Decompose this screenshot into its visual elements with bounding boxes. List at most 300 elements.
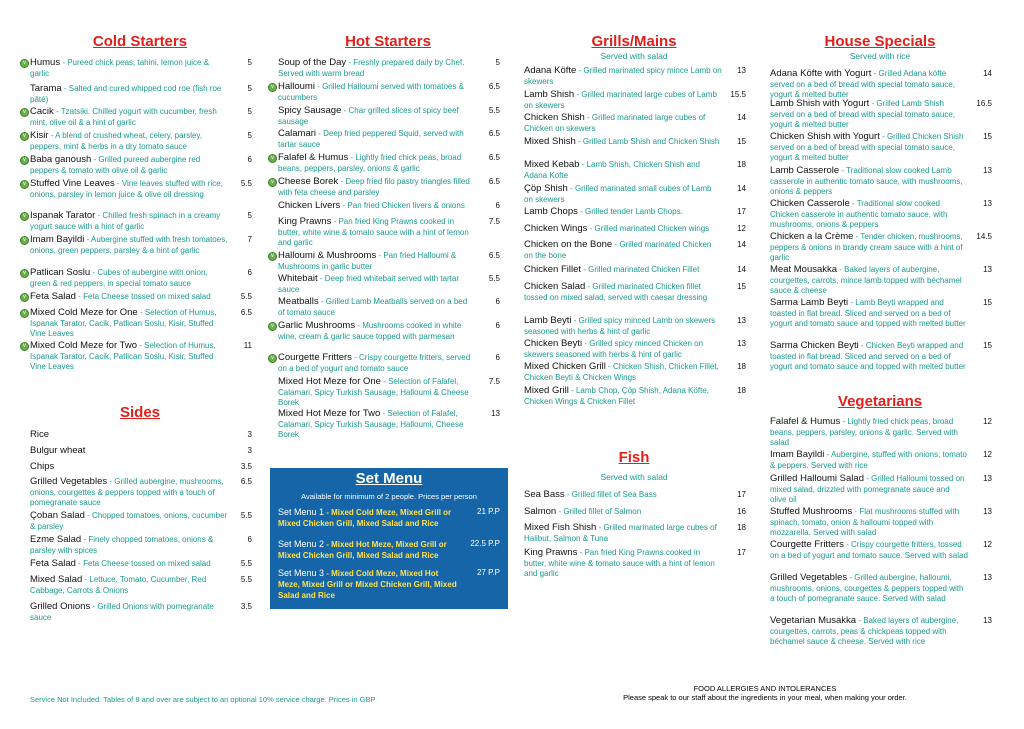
item-price: 6.5: [240, 477, 252, 486]
item-description: - Crispy courgette fritters, tossed on a bed of yogurt and tomato sauce. Served with salad: [770, 540, 968, 560]
menu-item: [30, 575, 252, 596]
item-name: Cacik: [30, 106, 54, 117]
item-name: Mixed Salad: [30, 574, 83, 585]
menu-item: [271, 81, 500, 103]
item-description: - Grilled marinated Chicken fillet tossed on mixed salad, served with caesar dressing: [524, 282, 708, 302]
item-price: 14: [737, 240, 746, 249]
item-name: Halloumi: [278, 81, 315, 92]
item-description: - Feta Cheese tossed on mixed salad: [75, 292, 211, 301]
item-price: 13: [983, 199, 992, 208]
item-description: - A blend of crushed wheat, celery, parsley, peppers, mint & herbs in a dry tomato sauce: [30, 131, 203, 151]
item-description: - Chopped tomatoes, onions, cucumber & parsley: [30, 511, 228, 531]
vegetarian-icon: v: [268, 354, 277, 363]
item-price: 13: [983, 474, 992, 483]
menu-item: [770, 540, 992, 561]
vegetarian-icon: v: [20, 342, 29, 351]
hot-starters-title: Hot Starters: [345, 33, 431, 50]
item-description: - Grilled marinated Chicken Fillet: [581, 265, 700, 274]
item-name: Chicken Salad: [524, 281, 586, 292]
item-price: 15: [737, 137, 746, 146]
item-description: - Grilled marinated large cubes of Chicken on skewers: [524, 113, 706, 133]
menu-item: [770, 341, 992, 373]
item-name: Calamari: [278, 128, 317, 139]
menu-item: [770, 232, 992, 264]
item-description: - Pan fried Halloumi & Mushrooms in garlic butter: [278, 251, 457, 271]
item-name: King Prawns: [524, 547, 578, 558]
menu-item: [770, 166, 992, 198]
item-description: - Traditional slow cooked Chicken casserole in authentic tomato sauce, with mushrooms, onions & peppers: [770, 199, 948, 229]
item-description: - Pan fried Chicken livers & onions: [340, 201, 465, 210]
item-description: - Baked layers of aubergine, courgettes, carrots, peas & chickpeas topped with béchamel sauce & cheese. Served with rice: [770, 616, 959, 646]
vegetarian-icon: v: [20, 132, 29, 141]
item-price: 5.5: [488, 274, 500, 283]
item-price: 6.5: [488, 153, 500, 162]
item-price: 5.5: [240, 511, 252, 520]
item-name: Spicy Sausage: [278, 105, 342, 116]
item-price: 13: [983, 166, 992, 175]
menu-item: [524, 240, 746, 261]
item-price: 7.5: [488, 377, 500, 386]
set-menu-price: 21 P.P: [477, 507, 500, 516]
menu-item: [770, 265, 992, 297]
menu-item: [524, 507, 746, 518]
menu-item: [23, 130, 252, 152]
item-name: Çoban Salad: [30, 510, 85, 521]
set-menu-item: [278, 539, 500, 561]
item-price: 6.5: [488, 251, 500, 260]
set-menu-item: [278, 568, 500, 601]
menu-item: [30, 535, 252, 556]
vegetarians-title: Vegetarians: [837, 393, 923, 410]
set-menu-description: - Mixed Hot Meze, Mixed Grill or Mixed Chicken Grill, Mixed Salad and Rice: [278, 540, 447, 560]
item-price: 6: [495, 297, 500, 306]
menu-item: [278, 201, 500, 212]
item-description: - Grilled aubergine, halloumi, mushrooms, onions, courgettes & peppers topped with a touch of pomegranate sauce. Served with salad: [770, 573, 964, 603]
item-name: Mixed Cold Meze for One: [30, 307, 138, 318]
item-description: - Char grilled slices of spicy beef sausage: [278, 106, 459, 126]
set-menu-name: Set Menu 3: [278, 568, 325, 578]
menu-item: [770, 616, 992, 648]
menu-item: [524, 490, 746, 501]
menu-item: [524, 66, 746, 87]
item-description: - Grilled spicy minced Chicken on skewers seasoned with herbs & hint of garlic: [524, 339, 704, 359]
item-price: 12: [983, 450, 992, 459]
item-price: 13: [737, 316, 746, 325]
menu-item: [23, 178, 252, 200]
vegetarian-icon: v: [20, 180, 29, 189]
item-name: Mixed Chicken Grill: [524, 361, 606, 372]
menu-item: [30, 477, 252, 509]
item-description: - Grilled Chicken Shish served on a bed of bread with special tomato sauce, yogurt & melted butter: [770, 132, 964, 162]
cold-starters-title: Cold Starters: [92, 33, 188, 50]
item-name: Courgette Fritters: [278, 352, 352, 363]
menu-item: [30, 602, 252, 623]
menu-item: [524, 282, 746, 303]
set-menu-description: - Mixed Cold Meze, Mixed Grill or Mixed Chicken Grill, Mixed Salad and Rice: [278, 508, 452, 528]
item-description: - Traditional slow cooked Lamb casserole in authentic tomato sauce, with mushrooms, onions & peppers: [770, 166, 963, 196]
menu-item: [524, 339, 746, 360]
item-price: 15: [983, 132, 992, 141]
menu-item: [770, 573, 992, 605]
item-name: Cheese Borek: [278, 176, 339, 187]
vegetarian-icon: v: [20, 108, 29, 117]
item-price: 6: [495, 353, 500, 362]
item-price: 15.5: [730, 90, 746, 99]
item-price: 17: [737, 490, 746, 499]
item-name: Lamb Casserole: [770, 165, 840, 176]
set-menu-price: 27 P.P: [477, 568, 500, 577]
set-menu-price: 22.5 P.P: [470, 539, 500, 548]
vegetarian-icon: v: [268, 322, 277, 331]
item-price: 7.5: [488, 217, 500, 226]
item-name: Ispanak Tarator: [30, 210, 96, 221]
item-name: Mixed Hot Meze for Two: [278, 408, 381, 419]
menu-item: [271, 320, 500, 342]
item-name: Mixed Kebab: [524, 159, 580, 170]
set-menu-subtitle: Available for minimum of 2 people. Prices per person: [301, 492, 477, 501]
menu-item: [278, 217, 500, 249]
item-description: - Grilled pureed aubergine red peppers & tomato with olive oil & garlic: [30, 155, 201, 175]
fish-title: Fish: [618, 449, 650, 466]
vegetarian-icon: v: [20, 59, 29, 68]
item-name: Feta Salad: [30, 558, 76, 569]
item-description: - Lamb Shish, Chicken Shish and Adana Kofte: [524, 160, 700, 180]
menu-item: [278, 58, 500, 79]
menu-item: [271, 352, 500, 374]
item-description: - Grilled aubergine, mushrooms, onions, courgettes & peppers topped with a touch of pomegranate sauce: [30, 477, 224, 507]
item-name: Kisir: [30, 130, 49, 141]
menu-item: [770, 298, 992, 330]
menu-item: [30, 84, 252, 105]
item-price: 5: [247, 84, 252, 93]
item-name: Meatballs: [278, 296, 319, 307]
item-description: - Lightly fried chick peas, broad beans, peppers, parsley, onions & garlic. Served with salad: [770, 417, 958, 447]
item-price: 5: [495, 58, 500, 67]
item-name: Rice: [30, 429, 50, 440]
item-price: 13: [737, 66, 746, 75]
service-note: Service Not Included. Tables of 8 and over are subject to an optional 10% service charge. Prices in GBP: [30, 695, 376, 704]
item-name: Grilled Vegetables: [30, 476, 108, 487]
item-price: 13: [983, 265, 992, 274]
item-description: - Grilled marinated spicy mince Lamb on skewers: [524, 66, 722, 86]
item-name: Chicken Fillet: [524, 264, 582, 275]
item-name: Feta Salad: [30, 291, 76, 302]
item-price: 17: [737, 548, 746, 557]
menu-item: [770, 507, 992, 539]
item-name: Grilled Halloumi Salad: [770, 473, 864, 484]
item-description: - Crispy courgette fritters, served on a bed of yogurt and tomato sauce: [278, 353, 471, 373]
item-name: Ezme Salad: [30, 534, 82, 545]
item-description: - Mushrooms cooked in white wine, cream & garlic sauce topped with parmesan: [278, 321, 462, 341]
item-price: 3: [247, 446, 252, 455]
item-price: 6: [495, 321, 500, 330]
item-description: - Pan fried King Prawns cooked in butter, white wine & tomato sauce with a hint of lemon and garlic: [524, 548, 715, 578]
menu-item: [770, 417, 992, 449]
item-description: - Deep fried peppered Squid, served with tartar sauce: [278, 129, 464, 149]
menu-item: [278, 129, 500, 150]
menu-item: [524, 90, 746, 111]
vegetarian-icon: v: [20, 236, 29, 245]
menu-item: [524, 207, 746, 218]
house-specials-subtitle: Served with rice: [849, 51, 911, 61]
vegetarian-icon: v: [268, 252, 277, 261]
menu-item: [524, 113, 746, 134]
item-price: 6: [247, 268, 252, 277]
item-price: 6.5: [488, 129, 500, 138]
item-name: Sarma Lamb Beyti: [770, 297, 849, 308]
item-description: - Selection of Humus, Ispanak Tarator, Cacik, Patlican Soslu, Kisir, Stuffed Vine Leaves: [30, 308, 217, 338]
grills-title: Grills/Mains: [591, 33, 677, 50]
menu-item: [524, 548, 746, 580]
set-menu-name: Set Menu 2: [278, 539, 325, 549]
item-description: - Tender chicken, mushrooms, peppers & onions in brandy cream sauce with a hint of garlic: [770, 232, 963, 262]
item-description: - Grilled Onions with pomegranate sauce: [30, 602, 214, 622]
item-description: - Salted and cured whipped cod roe (fish roe pâté): [30, 84, 222, 104]
menu-item: [23, 267, 252, 289]
item-description: - Selection of Falafel, Calamari, Spicy Turkish Sausage, Halloumi, Cheese Borek: [278, 409, 464, 439]
item-price: 13: [491, 409, 500, 418]
item-description: - Chicken Beyti wrapped and toasted in flat bread. Sliced and served on a bed of yogurt and tomato sauce and topped with melted butter: [770, 341, 966, 371]
allergy-title: FOOD ALLERGIES AND INTOLERANCES: [693, 684, 837, 693]
menu-item: [278, 409, 500, 441]
item-name: Chicken Casserole: [770, 198, 850, 209]
item-price: 6.5: [488, 82, 500, 91]
item-description: - Grilled spicy minced Lamb on skewers seasoned with herbs & hint of garlic: [524, 316, 716, 336]
item-price: 6: [247, 155, 252, 164]
item-price: 11: [243, 341, 252, 350]
item-name: Mixed Shish: [524, 136, 576, 147]
allergy-text: Please speak to our staff about the ingredients in your meal, when making your order.: [623, 693, 907, 702]
menu-item: [278, 274, 500, 295]
item-name: Baba ganoush: [30, 154, 92, 165]
item-description: - Grilled marinated small cubes of Lamb on skewers: [524, 184, 712, 204]
item-description: - Grilled Adana köfte served on a bed of bread with special tomato sauce, yogurt & melted butter: [770, 69, 955, 99]
item-price: 15: [737, 282, 746, 291]
item-description: - Pan fried King Prawns cooked in butter, white wine & tomato sauce with a hint of lemon and garlic: [278, 217, 469, 247]
menu-item: [23, 57, 252, 79]
item-name: Garlic Mushrooms: [278, 320, 356, 331]
item-name: Falafel & Humus: [278, 152, 349, 163]
item-name: Bulgur wheat: [30, 445, 86, 456]
item-description: - Grilled Lamb Shish and Chicken Shish: [575, 137, 720, 146]
menu-item: [770, 99, 992, 131]
item-description: - Selection of Humus, Ispanak Tarator, Cacik, Patlican Soslu, Kisir, Stuffed Vine Leaves: [30, 341, 216, 371]
item-description: - Grilled marinated large cubes of Halibut, Salmon & Tuna: [524, 523, 717, 543]
item-name: Chicken Shish: [524, 112, 585, 123]
item-name: Tarama: [30, 83, 62, 94]
menu-item: [23, 307, 252, 340]
item-name: Humus: [30, 57, 61, 68]
item-name: Vegetarian Musakka: [770, 615, 857, 626]
item-name: Sea Bass: [524, 489, 565, 500]
item-price: 15: [983, 341, 992, 350]
item-description: - Grilled fillet of Salmon: [556, 507, 642, 516]
item-name: Mixed Grill: [524, 385, 569, 396]
sides-title: Sides: [119, 404, 161, 421]
grills-subtitle: Served with salad: [600, 51, 668, 61]
vegetarian-icon: v: [20, 269, 29, 278]
item-name: Chicken Shish with Yogurt: [770, 131, 880, 142]
item-description: - Deep fried filo pastry triangles filled with feta cheese and parsley: [278, 177, 470, 197]
item-name: Soup of the Day: [278, 57, 347, 68]
menu-item: [770, 69, 992, 101]
item-name: Mixed Cold Meze for Two: [30, 340, 138, 351]
item-price: 5.5: [240, 179, 252, 188]
item-price: 6: [247, 535, 252, 544]
menu-item: [770, 450, 992, 471]
menu-item: [524, 316, 746, 337]
menu-item: [524, 137, 746, 148]
item-price: 6.5: [240, 308, 252, 317]
menu-item: [23, 106, 252, 128]
item-name: Chips: [30, 461, 55, 472]
item-price: 13: [983, 507, 992, 516]
menu-item: [271, 176, 500, 198]
menu-item: [278, 377, 500, 409]
item-price: 13: [737, 339, 746, 348]
item-description: - Grilled tender Lamb Chops.: [577, 207, 683, 216]
set-menu-name: Set Menu 1: [278, 507, 325, 517]
item-name: Chicken Beyti: [524, 338, 583, 349]
item-price: 5.5: [240, 559, 252, 568]
item-name: Falafel & Humus: [770, 416, 841, 427]
item-description: - Lettuce, Tomato, Cucumber, Red Cabbage, Carrots & Onions: [30, 575, 207, 595]
menu-item: [30, 430, 252, 441]
item-price: 14: [737, 113, 746, 122]
item-name: Patlican Soslu: [30, 267, 91, 278]
set-menu-title: Set Menu: [355, 470, 423, 487]
item-description: - Lamb Chop, Çöp Shish, Adana Köfte, Chicken Wings & Chicken Fillet: [524, 386, 709, 406]
item-name: Stuffed Mushrooms: [770, 506, 853, 517]
item-price: 18: [737, 523, 746, 532]
item-price: 18: [737, 386, 746, 395]
item-name: Chicken Livers: [278, 200, 341, 211]
item-name: Adana Köfte: [524, 65, 577, 76]
item-price: 16.5: [976, 99, 992, 108]
item-price: 16: [737, 507, 746, 516]
item-price: 6.5: [488, 177, 500, 186]
item-description: - Lightly fried chick peas, broad beans, peppers, parsley, onions & garlic: [278, 153, 462, 173]
item-name: Lamb Beyti: [524, 315, 572, 326]
menu-item: [524, 160, 746, 181]
item-name: Mixed Fish Shish: [524, 522, 597, 533]
item-name: Meat Mousakka: [770, 264, 838, 275]
vegetarian-icon: v: [268, 178, 277, 187]
item-name: Lamb Shish: [524, 89, 575, 100]
menu-item: [30, 446, 252, 457]
menu-item: [524, 265, 746, 276]
item-name: Grilled Vegetables: [770, 572, 848, 583]
item-description: - Grilled Halloumi tossed on mixed salad, drizzled with pomegranate sauce and olive oil: [770, 474, 965, 504]
item-description: - Grilled fillet of Sea Bass: [564, 490, 657, 499]
item-price: 5: [247, 211, 252, 220]
item-description: - Aubergine, stuffed with onions, tomato & peppers. Served with rice: [770, 450, 967, 470]
item-name: Imam Bayildi: [30, 234, 85, 245]
item-description: - Freshly prepared daily by Chef. Served with warm bread: [278, 58, 465, 78]
menu-item: [30, 511, 252, 532]
set-menu-item: [278, 507, 500, 529]
menu-item: [770, 474, 992, 506]
item-name: Adana Köfte with Yogurt: [770, 68, 872, 79]
item-description: - Chilled fresh spinach in a creamy yogurt sauce with a hint of garlic: [30, 211, 221, 231]
item-price: 12: [983, 540, 992, 549]
item-name: Chicken on the Bone: [524, 239, 613, 250]
item-name: Lamb Shish with Yogurt: [770, 98, 870, 109]
item-price: 5: [247, 131, 252, 140]
item-price: 14: [983, 69, 992, 78]
item-price: 5.5: [488, 106, 500, 115]
menu-item: [30, 559, 252, 570]
item-price: 13: [983, 573, 992, 582]
item-description: - Feta Cheese tossed on mixed salad: [75, 559, 211, 568]
item-name: Çöp Shish: [524, 183, 568, 194]
item-price: 7: [247, 235, 252, 244]
item-description: - Tzatsiki. Chilled yogurt with cucumber, fresh mint, olive oil & a hint of garlic: [30, 107, 217, 127]
item-price: 3.5: [240, 462, 252, 471]
allergy-note: [570, 684, 960, 702]
item-description: - Grilled Lamb Shish served on a bed of bread with special tomato sauce, yogurt & melted butter: [770, 99, 955, 129]
menu-item: [770, 199, 992, 231]
menu-item: [524, 224, 746, 235]
item-name: Grilled Onions: [30, 601, 91, 612]
item-price: 5: [247, 58, 252, 67]
item-price: 17: [737, 207, 746, 216]
set-menu-description: - Mixed Cold Meze, Mixed Hot Meze, Mixed Grill or Mixed Chicken Grill, Mixed Salad and Rice: [278, 569, 457, 600]
vegetarian-icon: v: [20, 212, 29, 221]
house-specials-title: House Specials: [824, 33, 936, 50]
menu-item: [23, 154, 252, 176]
menu-item: [23, 291, 252, 303]
item-description: - Grilled marinated large cubes of Lamb on skewers: [524, 90, 717, 110]
item-price: 12: [737, 224, 746, 233]
item-name: Lamb Chops: [524, 206, 578, 217]
item-name: Salmon: [524, 506, 557, 517]
menu-item: [524, 386, 746, 407]
item-name: Stuffed Vine Leaves: [30, 178, 115, 189]
menu-item: [30, 462, 252, 473]
item-price: 3.5: [240, 602, 252, 611]
set-menu-box: [270, 468, 508, 609]
item-description: - Flat mushrooms stuffed with spinach, tomato, onion & halloumi topped with mozzarella. Served with salad: [770, 507, 960, 537]
menu-item: [23, 234, 252, 256]
vegetarian-icon: v: [20, 293, 29, 302]
item-description: - Grilled Lamb Meatballs served on a bed of tomato sauce: [278, 297, 468, 317]
item-name: Halloumi & Mushrooms: [278, 250, 377, 261]
item-name: Courgette Fritters: [770, 539, 844, 550]
item-name: Sarma Chicken Beyti: [770, 340, 859, 351]
item-description: - Finely chopped tomatoes, onions & parsley with spices: [30, 535, 214, 555]
menu-item: [23, 340, 252, 373]
item-name: Mixed Hot Meze for One: [278, 376, 381, 387]
item-price: 5: [247, 107, 252, 116]
item-description: - Aubergine stuffed with fresh tomatoes, onions, green peppers, parsley & a hint of garlic: [30, 235, 228, 255]
menu-item: [524, 184, 746, 205]
item-description: - Chicken Shish, Chicken Fillet, Chicken Beyti & Chicken Wings: [524, 362, 719, 382]
menu-item: [271, 250, 500, 272]
item-price: 5.5: [240, 292, 252, 301]
item-description: - Deep fried whitebait served with tartar sauce: [278, 274, 460, 294]
item-description: - Grilled marinated Chicken on the bone: [524, 240, 712, 260]
item-name: King Prawns: [278, 216, 332, 227]
item-price: 14: [737, 265, 746, 274]
item-price: 18: [737, 160, 746, 169]
item-price: 18: [737, 362, 746, 371]
menu-item: [524, 523, 746, 544]
item-description: - Grilled marinated Chicken wings: [587, 224, 710, 233]
item-name: Chicken a la Crème: [770, 231, 854, 242]
vegetarian-icon: v: [268, 83, 277, 92]
item-description: - Baked layers of aubergine, courgettes, carrots, mince lamb topped with béchamel sauce & cheese: [770, 265, 962, 295]
